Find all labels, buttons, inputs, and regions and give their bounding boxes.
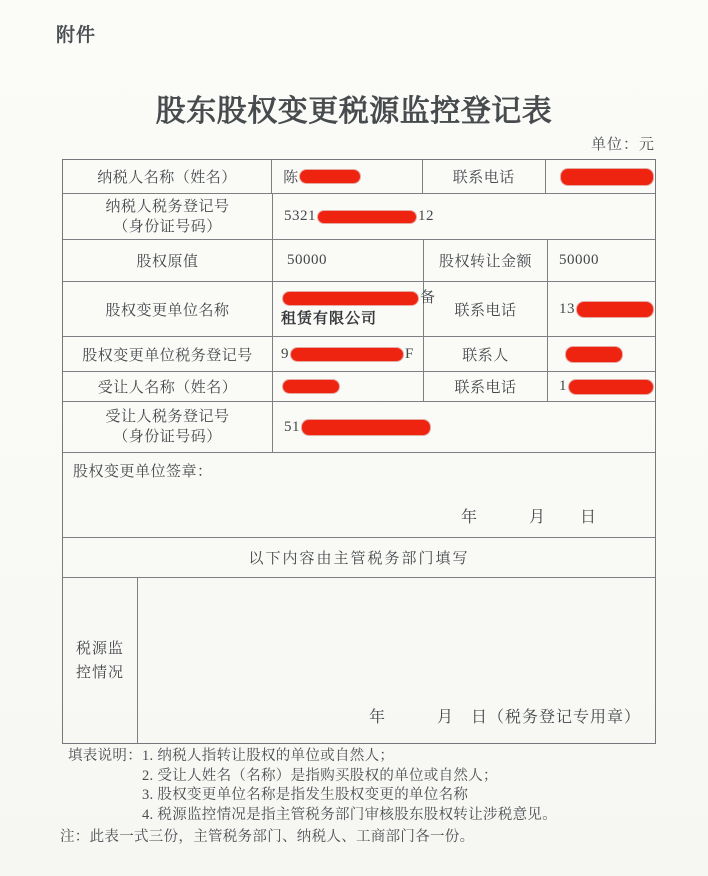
notes-list: [142, 747, 557, 825]
equity-transfer-label: 股权转让金额: [424, 240, 548, 281]
taxpayer-tax-id-value: [273, 194, 655, 239]
monitoring-label: [63, 578, 138, 743]
change-unit-phone-value: [548, 282, 655, 336]
redaction-bar: [283, 292, 418, 305]
note-item-4: 4. 税源监控情况是指主管税务部门审核股东股权转让涉税意见。: [142, 806, 557, 823]
form-notes: [68, 747, 668, 825]
table-row-equity-values: [63, 240, 655, 282]
monitoring-label-line2: 控情况: [75, 664, 124, 681]
transferee-phone-value: [548, 372, 655, 401]
redaction-bar: [300, 170, 360, 183]
taxpayer-phone-label: 联系电话: [423, 160, 546, 193]
change-unit-phone-prefix: 13: [559, 300, 575, 317]
taxpayer-phone-value: [546, 160, 655, 193]
notes-title: 填表说明：: [68, 748, 142, 764]
taxpayer-tax-id-label-line1: 纳税人税务登记号: [105, 198, 230, 215]
taxpayer-tax-id-suffix: 12: [418, 208, 434, 224]
transferee-tax-id-label-line1: 受让人税务登记号: [105, 409, 230, 425]
contact-person-value: [548, 337, 655, 371]
change-unit-tax-id-value: [273, 337, 424, 371]
transferee-name-label: 受让人名称（姓名）: [63, 372, 273, 401]
taxpayer-tax-id-label: [63, 194, 273, 239]
registration-table: [62, 159, 656, 744]
change-unit-label: 股权变更单位名称: [63, 282, 273, 336]
change-unit-name-line2: 租赁有限公司: [281, 311, 378, 327]
note-item-1: 1. 纳税人指转让股权的单位或自然人；: [142, 748, 395, 764]
redaction-bar: [302, 420, 430, 435]
table-row-transferee-name: [63, 372, 655, 402]
change-unit-tax-id-suffix: F: [405, 345, 414, 362]
contact-person-label: 联系人: [424, 337, 548, 371]
equity-original-label: 股权原值: [63, 240, 273, 281]
table-row-taxpayer-tax-id: [63, 194, 655, 240]
redaction-bar: [577, 302, 653, 317]
redaction-bar: [566, 347, 622, 362]
attachment-label: 附件: [56, 25, 97, 46]
note-item-3: 3. 股权变更单位名称是指发生股权变更的单位名称: [142, 787, 469, 803]
taxpayer-tax-id-label-line2: （身份证号码）: [113, 218, 222, 235]
change-unit-name-visible-char: 备: [420, 290, 436, 306]
redaction-bar: [561, 169, 653, 185]
table-row-change-unit: [63, 282, 655, 337]
equity-original-value: 50000: [273, 240, 424, 281]
table-row-signature: [63, 453, 655, 538]
table-row-tax-section-header: [63, 538, 655, 578]
equity-transfer-value: 50000: [559, 252, 599, 268]
transferee-tax-id-label-line2: （身份证号码）: [113, 429, 222, 445]
transferee-phone-prefix: 1: [559, 378, 567, 394]
table-row-change-unit-tax-id: [63, 337, 655, 372]
redaction-bar: [569, 380, 653, 394]
monitoring-body: [138, 578, 655, 743]
transferee-name-value: [273, 372, 424, 401]
taxpayer-name-label: 纳税人名称（姓名）: [63, 160, 272, 193]
redaction-bar: [291, 348, 403, 361]
unit-label: 单位：元: [590, 137, 655, 153]
table-row-transferee-tax-id: [63, 402, 655, 453]
tax-section-header: 以下内容由主管税务部门填写: [248, 551, 470, 567]
change-unit-name-value: [273, 282, 436, 336]
transferee-tax-id-prefix: 51: [284, 418, 300, 435]
transferee-tax-id-label: [63, 402, 273, 452]
taxpayer-name-value: [272, 160, 422, 193]
transferee-phone-label: 联系电话: [424, 372, 548, 401]
transferee-tax-id-value: [273, 402, 655, 452]
change-unit-tax-id-prefix: 9: [281, 345, 289, 362]
redaction-bar: [318, 211, 416, 223]
table-row-monitoring: [63, 578, 655, 743]
form-title: 股东股权变更税源监控登记表: [155, 95, 553, 128]
monitoring-label-line1: 税源监: [75, 640, 124, 657]
change-unit-phone-label: 联系电话: [424, 282, 548, 336]
copies-remark: 注：此表一式三份，主管税务部门、纳税人、工商部门各一份。: [60, 829, 475, 845]
monitoring-date-placeholder: 年 月 日（税务登记专用章）: [368, 709, 641, 726]
change-unit-name-line1: [281, 288, 435, 309]
signature-label: 股权变更单位签章：: [73, 464, 213, 480]
redaction-bar: [283, 380, 339, 393]
table-row-taxpayer-name: [63, 160, 655, 194]
change-unit-tax-id-label: 股权变更单位税务登记号: [63, 337, 273, 371]
taxpayer-name-visible-text: 陈: [283, 170, 299, 186]
note-item-2: 2. 受让人姓名（名称）是指购买股权的单位或自然人；: [142, 767, 498, 784]
signature-date-placeholder: 年 月 日: [460, 509, 597, 526]
taxpayer-tax-id-prefix: 5321: [284, 208, 316, 224]
